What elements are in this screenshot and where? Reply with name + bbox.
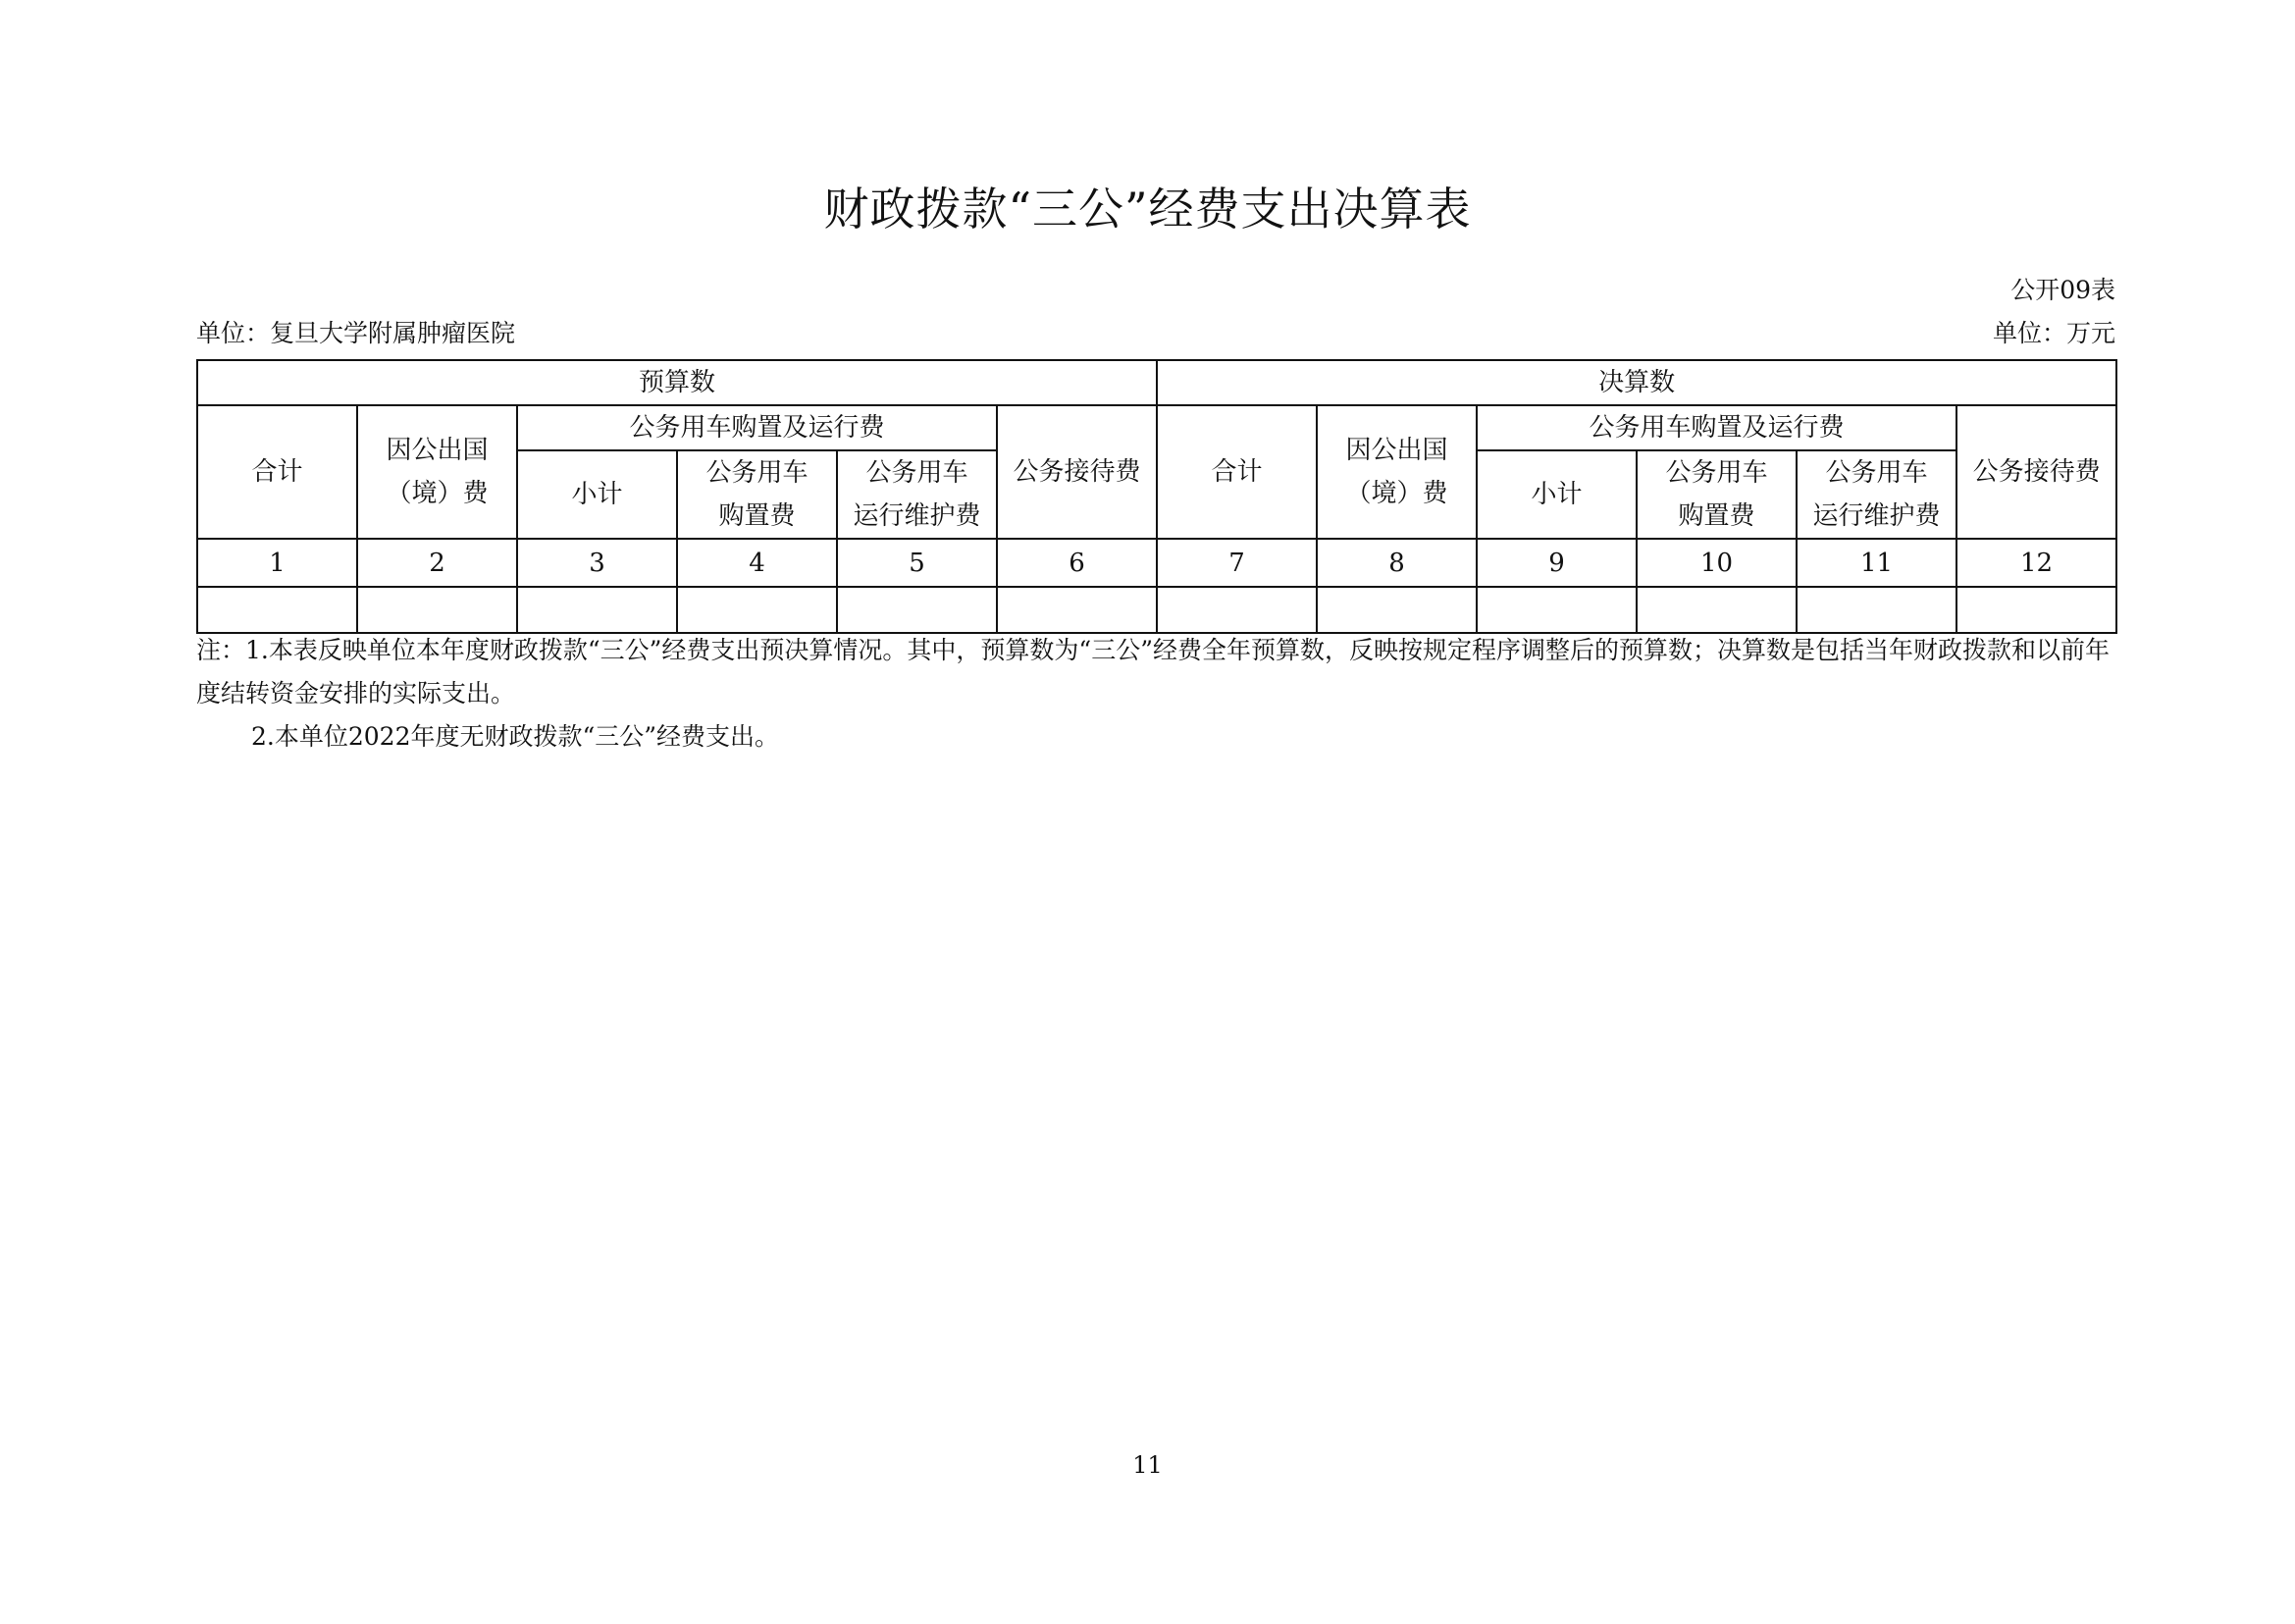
data-cell xyxy=(837,587,997,633)
table-header-row xyxy=(197,405,2116,450)
column-number-row xyxy=(197,539,2116,587)
notes xyxy=(196,629,2115,759)
budget-reception-header: 公务接待费 xyxy=(997,405,1157,539)
final-group-header: 决算数 xyxy=(1157,360,2116,405)
final-vehicle-header: 公务用车购置及运行费 xyxy=(1477,405,1956,450)
page-number: 11 xyxy=(1132,1451,1163,1479)
data-cell xyxy=(677,587,837,633)
budget-total-header: 合计 xyxy=(197,405,357,539)
column-number: 8 xyxy=(1317,539,1477,587)
budget-group-header: 预算数 xyxy=(197,360,1157,405)
final-vehicle-purchase-header: 公务用车 购置费 xyxy=(1637,450,1797,539)
final-abroad-header: 因公出国 （境）费 xyxy=(1317,405,1477,539)
data-cell xyxy=(1317,587,1477,633)
column-number: 12 xyxy=(1956,539,2116,587)
final-subtotal-header: 小计 xyxy=(1477,450,1637,539)
column-number: 5 xyxy=(837,539,997,587)
final-total-header: 合计 xyxy=(1157,405,1317,539)
data-cell xyxy=(357,587,517,633)
data-cell xyxy=(1797,587,1956,633)
column-number: 2 xyxy=(357,539,517,587)
page-title: 财政拨款“三公”经费支出决算表 xyxy=(823,183,1472,236)
unit-organization: 单位：复旦大学附属肿瘤医院 xyxy=(196,319,516,347)
budget-abroad-header: 因公出国 （境）费 xyxy=(357,405,517,539)
data-cell xyxy=(1157,587,1317,633)
table-row xyxy=(197,587,2116,633)
column-number: 9 xyxy=(1477,539,1637,587)
data-cell xyxy=(1637,587,1797,633)
budget-subtotal-header: 小计 xyxy=(517,450,677,539)
data-cell xyxy=(1477,587,1637,633)
note-1: 注：1.本表反映单位本年度财政拨款“三公”经费支出预决算情况。其中，预算数为“三公”经费全年预算数，反映按规定程序调整后的预算数；决算数是包括当年财政拨款和以前年度结转资金安排的实际支出。 xyxy=(196,636,2110,707)
data-cell xyxy=(1956,587,2116,633)
column-number: 6 xyxy=(997,539,1157,587)
column-number: 7 xyxy=(1157,539,1317,587)
column-number: 11 xyxy=(1797,539,1956,587)
column-number: 4 xyxy=(677,539,837,587)
final-reception-header: 公务接待费 xyxy=(1956,405,2116,539)
final-vehicle-operation-header: 公务用车 运行维护费 xyxy=(1797,450,1956,539)
data-cell xyxy=(197,587,357,633)
unit-currency: 单位：万元 xyxy=(1992,319,2115,347)
note-2: 2.本单位2022年度无财政拨款“三公”经费支出。 xyxy=(251,722,780,751)
column-number: 10 xyxy=(1637,539,1797,587)
data-cell xyxy=(517,587,677,633)
column-number: 1 xyxy=(197,539,357,587)
data-cell xyxy=(997,587,1157,633)
form-number: 公开09表 xyxy=(2010,276,2115,304)
budget-vehicle-header: 公务用车购置及运行费 xyxy=(517,405,997,450)
column-number: 3 xyxy=(517,539,677,587)
budget-vehicle-purchase-header: 公务用车 购置费 xyxy=(677,450,837,539)
expense-table xyxy=(196,359,2117,634)
budget-vehicle-operation-header: 公务用车 运行维护费 xyxy=(837,450,997,539)
table-header-row xyxy=(197,360,2116,405)
